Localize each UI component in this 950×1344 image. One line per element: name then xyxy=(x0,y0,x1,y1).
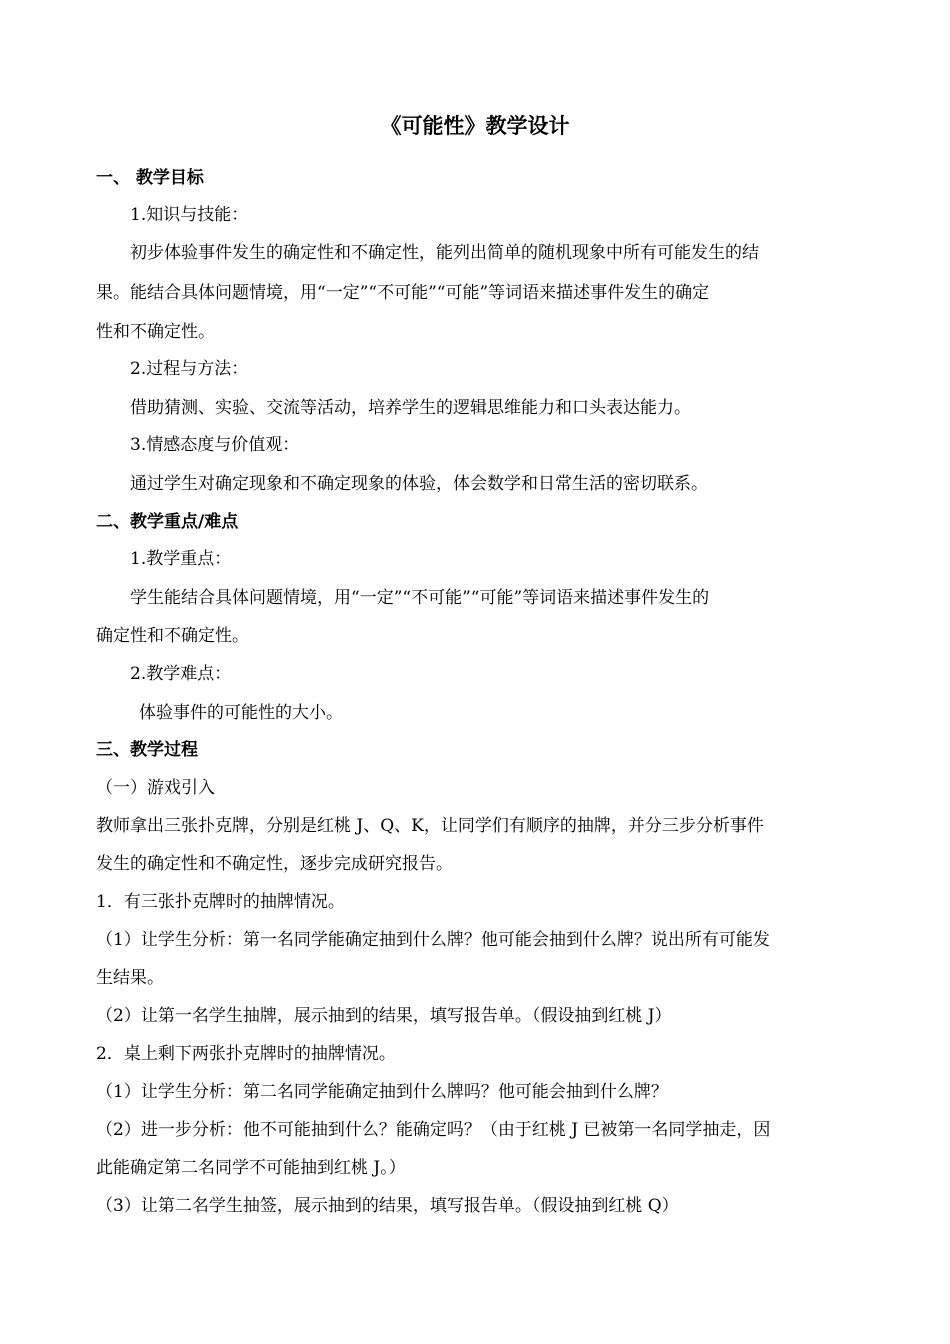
page-title: 《可能性》教学设计 xyxy=(380,114,570,138)
subheading: 2.过程与方法： xyxy=(130,359,249,379)
section-heading-keypoints: 二、教学重点/难点 xyxy=(96,512,239,532)
subheading: 1.知识与技能： xyxy=(130,205,249,225)
subheading: 1.教学重点： xyxy=(130,549,232,569)
section-heading-objectives: 一、 教学目标 xyxy=(96,168,204,188)
paragraph-line: 教师拿出三张扑克牌，分别是红桃 J、Q、K，让同学们有顺序的抽牌，并分三步分析事件 xyxy=(96,816,764,836)
paragraph-line: 此能确定第二名同学不可能抽到红桃 J。） xyxy=(96,1158,406,1178)
paragraph-line: （3）让第二名学生抽签，展示抽到的结果，填写报告单。（假设抽到红桃 Q） xyxy=(96,1196,679,1216)
paragraph-line: （1）让学生分析：第二名同学能确定抽到什么牌吗？他可能会抽到什么牌？ xyxy=(96,1082,668,1102)
paragraph-line: 1．有三张扑克牌时的抽牌情况。 xyxy=(96,892,345,912)
paragraph-line: 发生的确定性和不确定性，逐步完成研究报告。 xyxy=(96,854,453,874)
paragraph-line: 2．桌上剩下两张扑克牌时的抽牌情况。 xyxy=(96,1044,396,1064)
paragraph-line: 果。能结合具体问题情境，用“一定”“不可能”“可能”等词语来描述事件发生的确定 xyxy=(96,283,710,303)
paragraph-line: （2）让第一名学生抽牌，展示抽到的结果，填写报告单。（假设抽到红桃 J） xyxy=(96,1006,672,1026)
subheading: 2.教学难点： xyxy=(130,664,232,684)
paragraph-line: 借助猜测、实验、交流等活动，培养学生的逻辑思维能力和口头表达能力。 xyxy=(130,398,691,418)
subheading: 3.情感态度与价值观： xyxy=(130,435,300,455)
paragraph-line: 生结果。 xyxy=(96,968,164,988)
subheading: （一）游戏引入 xyxy=(96,778,215,798)
paragraph-line: 通过学生对确定现象和不确定现象的体验，体会数学和日常生活的密切联系。 xyxy=(130,474,708,494)
paragraph-line: 学生能结合具体问题情境，用“一定”“不可能”“可能”等词语来描述事件发生的 xyxy=(130,588,710,608)
paragraph-line: 性和不确定性。 xyxy=(96,322,215,342)
section-heading-process: 三、教学过程 xyxy=(96,740,198,760)
paragraph-line: 初步体验事件发生的确定性和不确定性，能列出简单的随机现象中所有可能发生的结 xyxy=(130,243,759,263)
paragraph-line: 体验事件的可能性的大小。 xyxy=(139,703,343,723)
paragraph-line: （1）让学生分析：第一名同学能确定抽到什么牌？他可能会抽到什么牌？说出所有可能发 xyxy=(96,930,770,950)
paragraph-line: （2）进一步分析：他不可能抽到什么？能确定吗？（由于红桃 J 已被第一名同学抽走，因 xyxy=(96,1120,771,1140)
paragraph-line: 确定性和不确定性。 xyxy=(96,626,249,646)
